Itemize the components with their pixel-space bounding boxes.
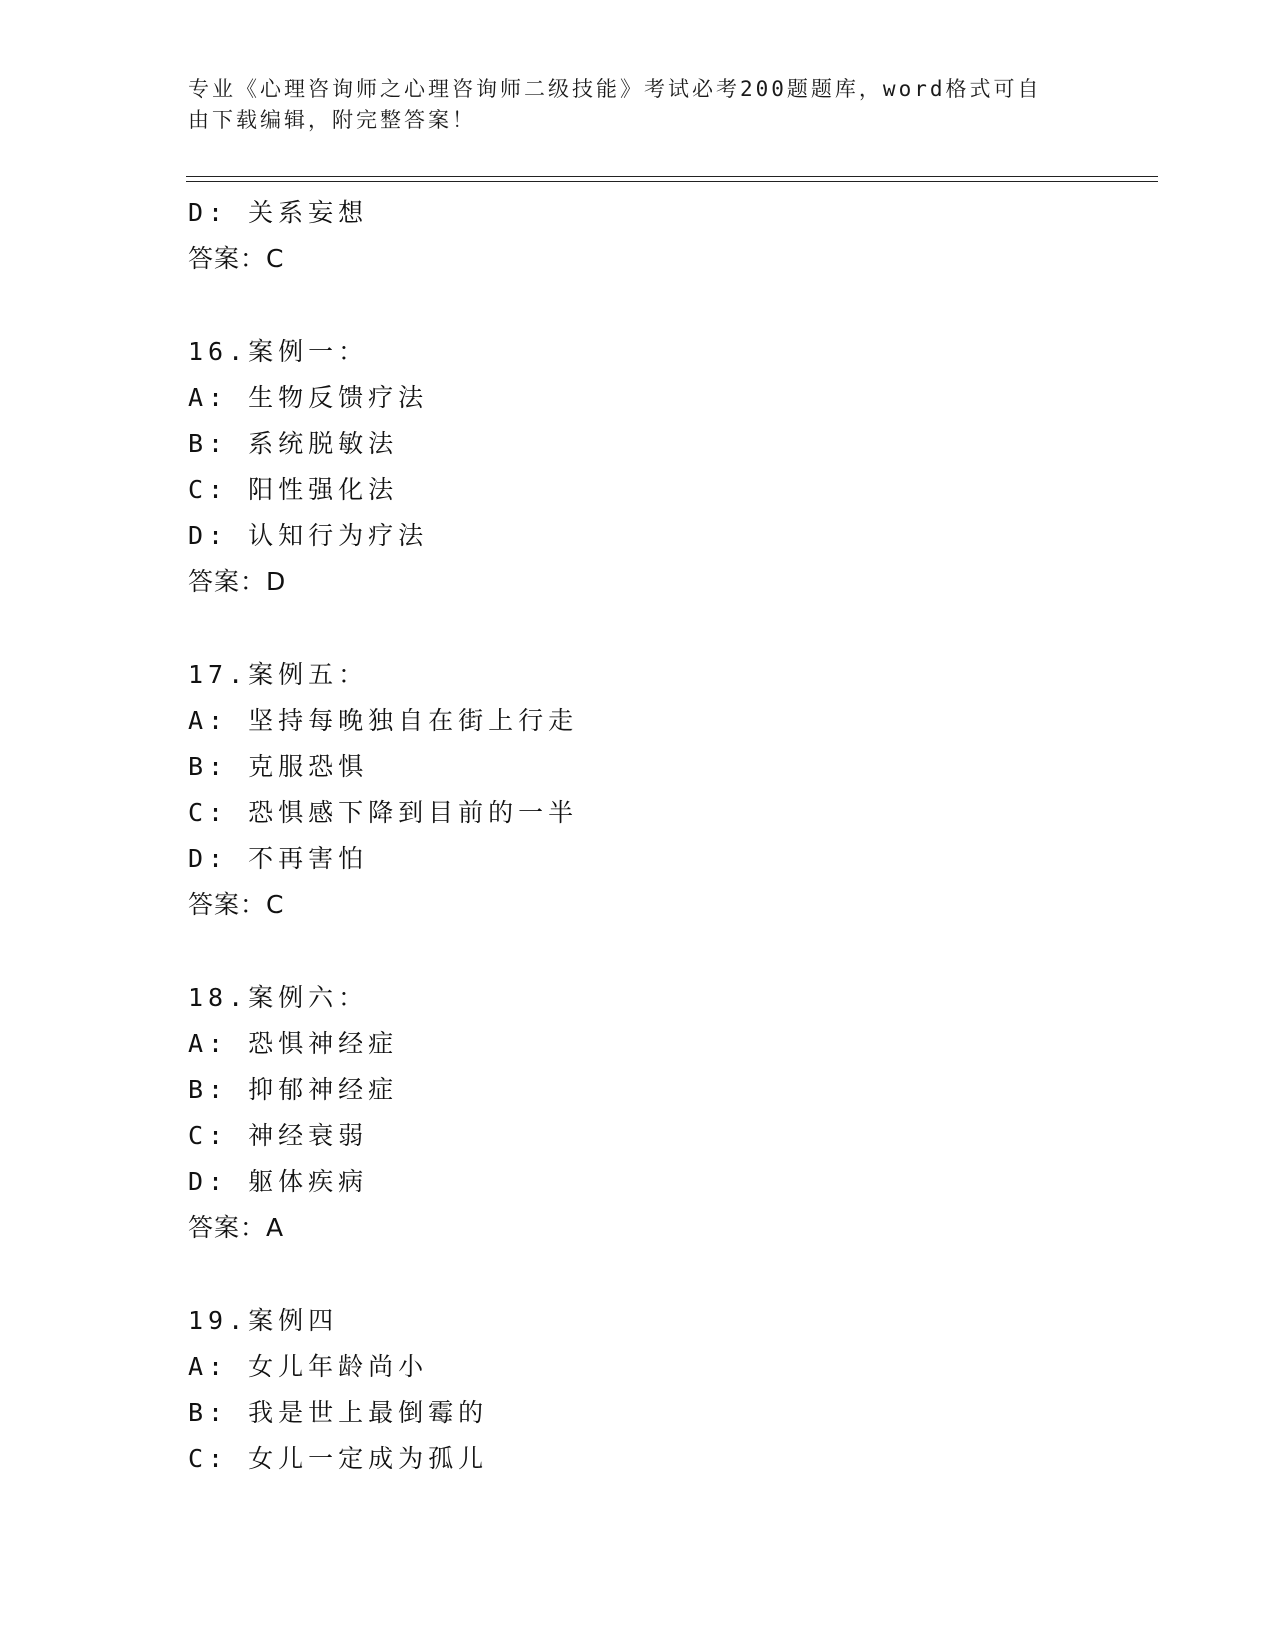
option-a: A: 生物反馈疗法: [188, 383, 429, 412]
document-header: [188, 74, 1068, 136]
option-b: B: 系统脱敏法: [188, 429, 399, 458]
header-line-2: 由下载编辑，附完整答案！: [188, 108, 476, 132]
answer: 答案：A: [188, 1213, 285, 1242]
answer: 答案：C: [188, 244, 285, 273]
option-b: B: 克服恐惧: [188, 752, 369, 781]
option-c: C: 神经衰弱: [188, 1121, 369, 1150]
header-divider-bottom: [186, 181, 1158, 182]
option-c: C: 恐惧感下降到目前的一半: [188, 798, 579, 827]
option-c: C: 女儿一定成为孤儿: [188, 1444, 489, 1473]
question-list: [188, 190, 1148, 1482]
option-d: D: 关系妄想: [188, 198, 369, 227]
header-divider-top: [186, 176, 1158, 177]
option-a: A: 恐惧神经症: [188, 1029, 399, 1058]
question-block-16: [188, 329, 1148, 605]
header-line-1: 专业《心理咨询师之心理咨询师二级技能》考试必考200题题库，word格式可自: [188, 77, 1042, 101]
option-d: D: 不再害怕: [188, 844, 369, 873]
spacer: [188, 928, 1148, 975]
option-b: B: 抑郁神经症: [188, 1075, 399, 1104]
question-stem: 19.案例四: [188, 1306, 339, 1335]
option-a: A: 坚持每晚独自在街上行走: [188, 706, 579, 735]
question-stem: 16.案例一：: [188, 337, 369, 366]
question-stem: 17.案例五：: [188, 660, 369, 689]
spacer: [188, 605, 1148, 652]
answer: 答案：D: [188, 567, 287, 596]
option-b: B: 我是世上最倒霉的: [188, 1398, 489, 1427]
spacer: [188, 282, 1148, 329]
spacer: [188, 1251, 1148, 1298]
question-block-prev: [188, 190, 1148, 282]
option-d: D: 认知行为疗法: [188, 521, 429, 550]
question-block-19: [188, 1298, 1148, 1482]
option-d: D: 躯体疾病: [188, 1167, 369, 1196]
option-a: A: 女儿年龄尚小: [188, 1352, 429, 1381]
option-c: C: 阳性强化法: [188, 475, 399, 504]
answer: 答案：C: [188, 890, 285, 919]
question-block-18: [188, 975, 1148, 1251]
question-block-17: [188, 652, 1148, 928]
question-stem: 18.案例六：: [188, 983, 369, 1012]
